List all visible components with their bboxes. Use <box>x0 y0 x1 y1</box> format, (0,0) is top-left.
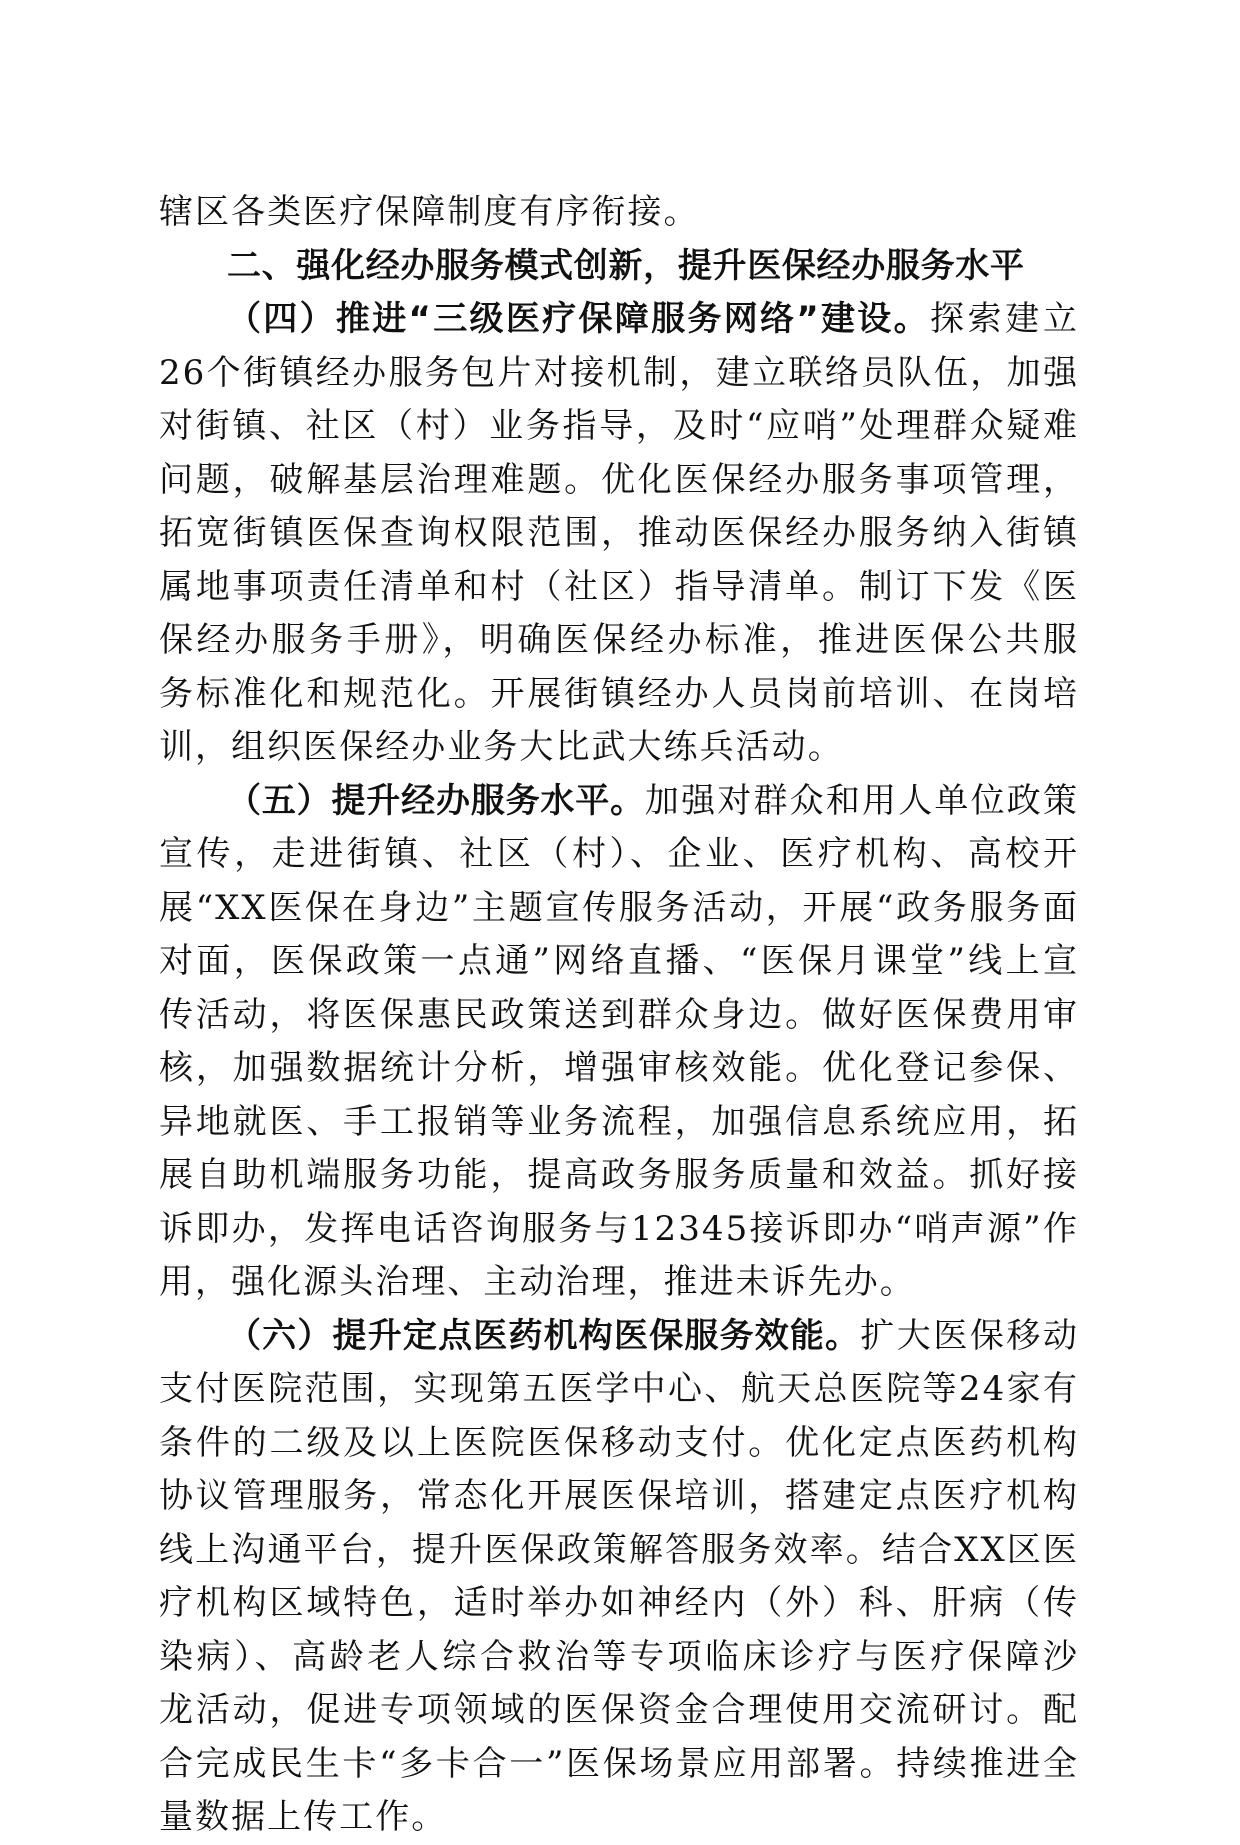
section-heading: 二、强化经办服务模式创新，提升医保经办服务水平 <box>227 245 1025 286</box>
item-lead-6: （六）提升定点医药机构医保服务效能。 <box>227 1315 861 1356</box>
continuation-paragraph: 辖区各类医疗保障制度有序衔接。 <box>159 192 700 232</box>
document-body <box>159 186 1079 1845</box>
item-paragraph-4 <box>159 293 1079 775</box>
item-paragraph-5 <box>159 775 1079 1310</box>
item-lead-5: （五）提升经办服务水平。 <box>227 780 645 821</box>
item-body-6: 扩大医保移动支付医院范围，实现第五医学中心、航天总医院等24家有条件的二级及以上医院医保移动支付。优化定点医药机构协议管理服务，常态化开展医保培训，搭建定点医疗机构线上沟通平台，提升医保政策解答服务效率。结合XX区医疗机构区域特色，适时举办如神经内（外）科、肝病（传染病）、高龄老人综合救治等专项临床诊疗与医疗保障沙龙活动，促进专项领域的医保资金合理使用交流研讨。配合完成民生卡“多卡合一”医保场景应用部署。持续推进全量数据上传工作。 <box>159 1315 1079 1837</box>
item-lead-4: （四）推进“三级医疗保障服务网络”建设。 <box>227 299 930 339</box>
item-paragraph-6 <box>159 1310 1079 1845</box>
item-body-4: 探索建立26个街镇经办服务包片对接机制，建立联络员队伍，加强对街镇、社区（村）业务指导，及时“应哨”处理群众疑难问题，破解基层治理难题。优化医保经办服务事项管理，拓宽街镇医保查询权限范围，推动医保经办服务纳入街镇属地事项责任清单和村（社区）指导清单。制订下发《医保经办服务手册》，明确医保经办标准，推进医保公共服务标准化和规范化。开展街镇经办人员岗前培训、在岗培训，组织医保经办业务大比武大练兵活动。 <box>159 299 1079 767</box>
item-body-5: 加强对群众和用人单位政策宣传，走进街镇、社区（村）、企业、医疗机构、高校开展“XX医保在身边”主题宣传服务活动，开展“政务服务面对面，医保政策一点通”网络直播、“医保月课堂”线上宣传活动，将医保惠民政策送到群众身边。做好医保费用审核，加强数据统计分析，增强审核效能。优化登记参保、异地就医、手工报销等业务流程，加强信息系统应用，拓展自助机端服务功能，提高政务服务质量和效益。抓好接诉即办，发挥电话咨询服务与12345接诉即办“哨声源”作用，强化源头治理、主动治理，推进未诉先办。 <box>159 780 1079 1302</box>
